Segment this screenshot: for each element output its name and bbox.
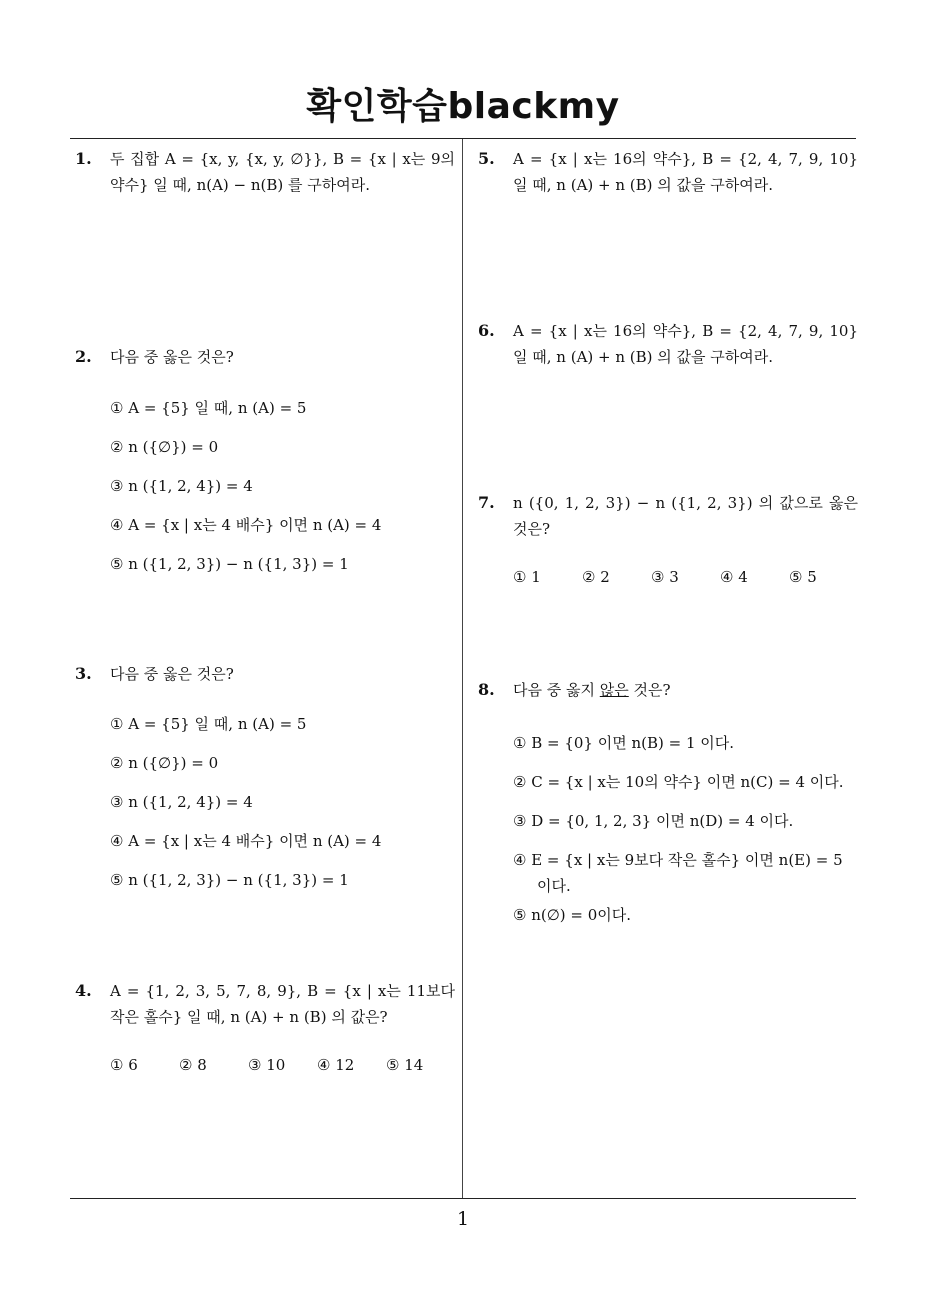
question-number: 7. [478,493,495,512]
question-number: 4. [75,981,92,1000]
column-divider [462,139,463,1198]
question-stem: A = {1, 2, 3, 5, 7, 8, 9}, B = {x | x는 11보다 작은 홀수} 일 때, n (A) + n (B) 의 값은? [110,982,455,1026]
choice-3: ③ n ({1, 2, 4}) = 4 [110,477,253,495]
choice-2: ② C = {x | x는 10의 약수} 이면 n(C) = 4 이다. [513,773,844,791]
choice-2: ② 2 [582,568,610,586]
choice-5: ⑤ n(∅) = 0이다. [513,906,632,924]
choice-1: ① B = {0} 이면 n(B) = 1 이다. [513,734,735,752]
question-stem: A = {x | x는 16의 약수}, B = {2, 4, 7, 9, 10} 일 때, n (A) + n (B) 의 값을 구하여라. [513,322,858,366]
question-8 [478,677,858,941]
question-1 [75,146,455,198]
choice-list [110,395,455,590]
question-5 [478,146,858,198]
choice-5: ⑤ n ({1, 2, 3}) − n ({1, 3}) = 1 [110,871,349,889]
stem-text: 다음 중 옳지 [513,681,600,699]
choice-4: ④ 4 [720,568,748,586]
page-title: 확인학습blackmy [306,86,620,127]
choice-4: ④ 12 [317,1056,355,1074]
question-7 [478,490,858,590]
question-number: 5. [478,149,495,168]
choice-3: ③ n ({1, 2, 4}) = 4 [110,793,253,811]
choice-3: ③ D = {0, 1, 2, 3} 이면 n(D) = 4 이다. [513,812,794,830]
choice-1: ① 6 [110,1056,138,1074]
question-number: 3. [75,664,92,683]
question-stem [513,677,858,703]
question-2 [75,344,455,590]
question-stem: 다음 중 옳은 것은? [110,665,234,683]
question-6 [478,318,858,370]
choice-list [513,564,858,590]
question-stem: 두 집합 A = {x, y, {x, y, ∅}}, B = {x | x는 9의 약수} 일 때, n(A) − n(B) 를 구하여라. [110,150,455,194]
question-stem: A = {x | x는 16의 약수}, B = {2, 4, 7, 9, 10} 일 때, n (A) + n (B) 의 값을 구하여라. [513,150,858,194]
question-stem: 다음 중 옳은 것은? [110,348,234,366]
choice-2: ② n ({∅}) = 0 [110,438,219,456]
choice-5: ⑤ 14 [386,1056,424,1074]
stem-underlined-word: 않은 [599,681,629,699]
choice-list [513,730,858,941]
choice-5: ⑤ n ({1, 2, 3}) − n ({1, 3}) = 1 [110,555,349,573]
choice-list [110,711,455,906]
choice-2: ② 8 [179,1056,207,1074]
page-number: 1 [456,1208,470,1230]
choice-3: ③ 3 [651,568,679,586]
stem-text: 것은? [628,681,671,699]
bottom-rule [70,1198,856,1199]
choice-1: ① 1 [513,568,541,586]
question-number: 6. [478,321,495,340]
choice-4: ④ A = {x | x는 4 배수} 이면 n (A) = 4 [110,832,382,850]
question-number: 1. [75,149,92,168]
choice-1: ① A = {5} 일 때, n (A) = 5 [110,399,307,417]
choice-3: ③ 10 [248,1056,286,1074]
choice-list [110,1052,455,1078]
question-3 [75,661,455,906]
choice-2: ② n ({∅}) = 0 [110,754,219,772]
question-number: 8. [478,680,495,699]
choice-1: ① A = {5} 일 때, n (A) = 5 [110,715,307,733]
question-stem: n ({0, 1, 2, 3}) − n ({1, 2, 3}) 의 값으로 옳은 것은? [513,494,858,538]
choice-4: ④ A = {x | x는 4 배수} 이면 n (A) = 4 [110,516,382,534]
question-number: 2. [75,347,92,366]
question-4 [75,978,455,1078]
choice-5: ⑤ 5 [789,568,817,586]
top-rule [70,138,856,139]
choice-4: ④ E = {x | x는 9보다 작은 홀수} 이면 n(E) = 5 이다. [513,851,843,895]
